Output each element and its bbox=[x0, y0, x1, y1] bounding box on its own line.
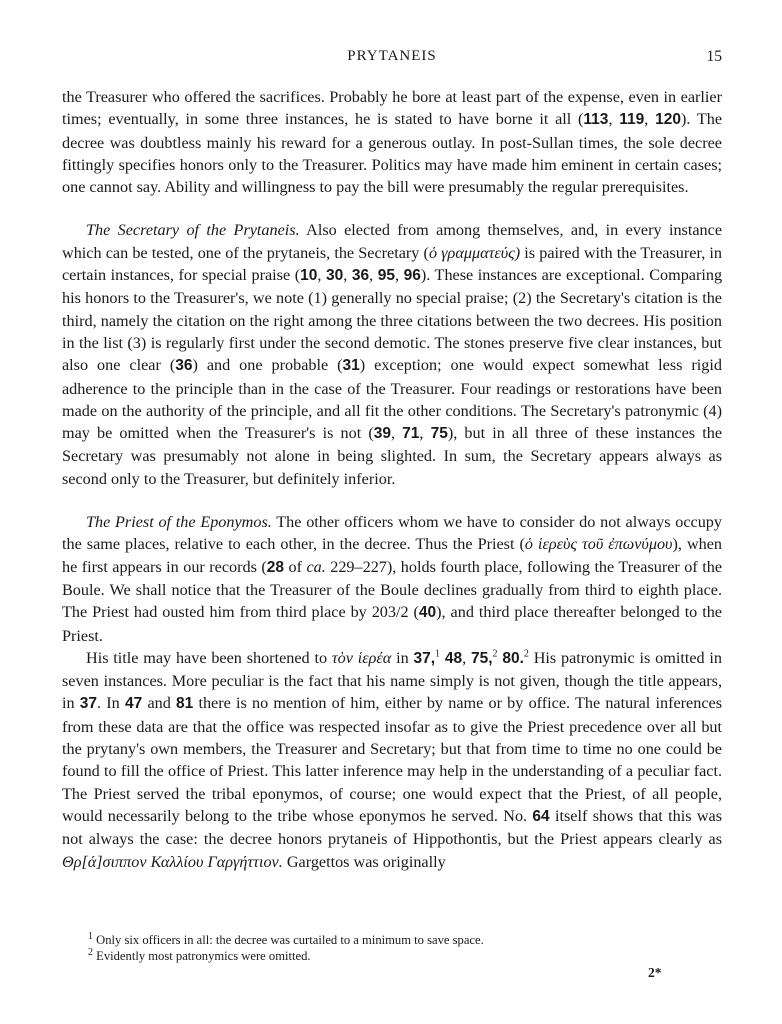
text-run: and bbox=[142, 694, 177, 713]
inscription-number: 75 bbox=[470, 649, 489, 667]
footnote-ref: 1 bbox=[435, 648, 441, 660]
text-run: itself shows that this was not always the case: the decree honors prytaneis of Hippothontis, but the Priest appears clearly as bbox=[62, 806, 723, 849]
body-text bbox=[62, 86, 722, 873]
text-run: Also elected from among themselves, and, in every instance which can be tested, one of the prytaneis, the Secretary ( bbox=[62, 221, 723, 262]
inscription-number: 119 bbox=[619, 111, 645, 129]
footnote-ref: 2 bbox=[492, 648, 498, 660]
inscription-number: 95 bbox=[377, 267, 395, 285]
inscription-number: , bbox=[488, 649, 493, 667]
inscription-number: 64 bbox=[532, 807, 550, 825]
inscription-number: 113 bbox=[583, 111, 609, 129]
signature-mark: 2* bbox=[648, 965, 662, 980]
italic-text: Θρ[ά]σιππον Καλλίου Γαργήττιον. bbox=[62, 852, 283, 871]
paragraph bbox=[62, 647, 722, 873]
text-run: of bbox=[284, 557, 307, 576]
text-run: ), when he first appears in our records ( bbox=[62, 535, 723, 576]
inscription-number: 96 bbox=[403, 267, 421, 285]
text-run: His title may have been shortened to bbox=[86, 648, 332, 667]
text-run: , bbox=[394, 266, 404, 285]
inscription-number: 48 bbox=[444, 649, 463, 667]
inscription-number: 40 bbox=[418, 604, 437, 622]
inscription-number: 47 bbox=[124, 695, 143, 713]
text-run: The other officers whom we have to consider do not always occupy the same places, relative to each other, in the decree. Thus the Priest ( bbox=[62, 513, 722, 554]
inscription-number: , bbox=[430, 649, 436, 667]
footnote-text: Only six officers in all: the decree was curtailed to a minimum to save space. bbox=[93, 933, 484, 947]
text-run: , bbox=[317, 266, 326, 285]
inscription-number: 30 bbox=[325, 267, 344, 285]
inscription-number: 120 bbox=[655, 111, 681, 129]
text-run: , bbox=[343, 266, 352, 285]
text-run: , bbox=[644, 110, 656, 129]
footnote bbox=[88, 932, 708, 948]
inscription-number: 36 bbox=[351, 267, 370, 285]
inscription-number: 71 bbox=[402, 425, 420, 443]
text-run: , bbox=[608, 110, 620, 129]
text-run: ). The decree was doubtless mainly his reward for a generous outlay. In post-Sullan times, the sole decree fittingly specifies honors only to the Treasurer. Politics may have made him eminent in certain cases; one cannot say. Ability and willingness to pay the bill were presumably the regular prerequisites. bbox=[62, 110, 723, 197]
inscription-number: 80 bbox=[502, 649, 520, 667]
text-run: in bbox=[391, 648, 414, 667]
text-run: . In bbox=[97, 694, 125, 713]
text-run: ), and third place thereafter belonged to the Priest. bbox=[62, 603, 722, 645]
footnote bbox=[88, 948, 708, 964]
running-title: PRYTANEIS bbox=[347, 48, 437, 64]
inscription-number: 81 bbox=[176, 695, 194, 713]
paragraph bbox=[62, 219, 722, 490]
text-run: , bbox=[369, 266, 378, 285]
italic-text: ὁ ἱερεὺς τοῦ ἐπωνύμου bbox=[524, 535, 673, 554]
text-run: there is no mention of him, either by name or by office. The natural inferences from these data are that the office was respected insofar as to give the Priest precedence over all but the prytany's own members, the Treasurer and Secretary; but that from time to time no one could be found to fill the office of Priest. This latter inference may help in the understanding of a peculiar fact. The Priest served the tribal eponymos, of course; one would expect that the Priest, of all people, would necessarily belong to the tribe whose eponymos he served. No. bbox=[62, 694, 722, 825]
footnote-mark: 2 bbox=[88, 946, 93, 958]
inscription-number: 37 bbox=[79, 695, 98, 713]
italic-text: The Secretary of the Prytaneis. bbox=[86, 221, 300, 240]
text-run: , bbox=[462, 648, 471, 667]
text-run: the Treasurer who offered the sacrifices. Probably he bore at least part of the expense, even in earlier times; eventually, in some three instances, he is stated to have borne it all ( bbox=[62, 88, 722, 129]
text-run: , bbox=[390, 424, 403, 443]
footnote-text: Evidently most patronymics were omitted. bbox=[93, 949, 311, 963]
inscription-number: . bbox=[519, 649, 524, 667]
inscription-number: 36 bbox=[175, 357, 193, 375]
italic-text: The Priest of the Eponymos. bbox=[86, 513, 272, 532]
text-run: is paired with the Treasurer, in certain instances, for special praise ( bbox=[62, 243, 722, 285]
text-run: , bbox=[419, 424, 431, 443]
inscription-number: 39 bbox=[373, 425, 391, 443]
text-run: ) exception; one would expect somewhat less rigid adherence to the principle than in the case of the Treasurer. Four readings or restorations have been made on the authority of the principle, and all fit the other conditions. The Secretary's patronymic (4) may be omitted when the Treasurer's is not ( bbox=[62, 356, 722, 443]
inscription-number: 31 bbox=[342, 357, 360, 375]
italic-text: τὸν ἱερέα bbox=[331, 648, 392, 667]
text-run: ), but in all three of these instances the Secretary was presumably not alone in being slighted. In sum, the Secretary appears always as second only to the Treasurer, but definitely inferior. bbox=[62, 424, 723, 488]
footnote-mark: 1 bbox=[88, 930, 93, 942]
italic-text: ὁ γραμματεύς) bbox=[428, 243, 521, 262]
italic-text: ca. bbox=[306, 557, 326, 576]
footnotes bbox=[88, 932, 708, 964]
inscription-number: 28 bbox=[266, 558, 285, 576]
text-run: ). These instances are exceptional. Comparing his honors to the Treasurer's, we note (1) generally no special praise; (2) the Secretary's citation is the third, namely the citation on the right among the three citations between the two decrees. His position in the list (3) is regularly first under the second demotic. The stones preserve five clear instances, but also one clear ( bbox=[62, 266, 723, 375]
text-run: 229–227), holds fourth place, following the Treasurer of the Boule. We shall notice that the Treasurer of the Boule declines gradually from third to eighth place. The Priest had ousted him from third place by 203/2 ( bbox=[62, 557, 723, 622]
inscription-number: 10 bbox=[300, 267, 318, 285]
inscription-number: 37 bbox=[413, 649, 431, 667]
paragraph bbox=[62, 511, 722, 647]
text-run: His patronymic is omitted in seven instances. More peculiar is the fact that his name simply is not given, though the title appears, in bbox=[62, 648, 723, 713]
footnote-ref: 2 bbox=[523, 648, 529, 660]
text-run: ) and one probable ( bbox=[192, 356, 343, 375]
inscription-number: 75 bbox=[430, 425, 448, 443]
page-number: 15 bbox=[706, 48, 722, 65]
page-header bbox=[62, 44, 722, 70]
paragraph bbox=[62, 86, 722, 198]
text-run: Gargettos was originally bbox=[282, 852, 446, 871]
page bbox=[62, 44, 722, 873]
